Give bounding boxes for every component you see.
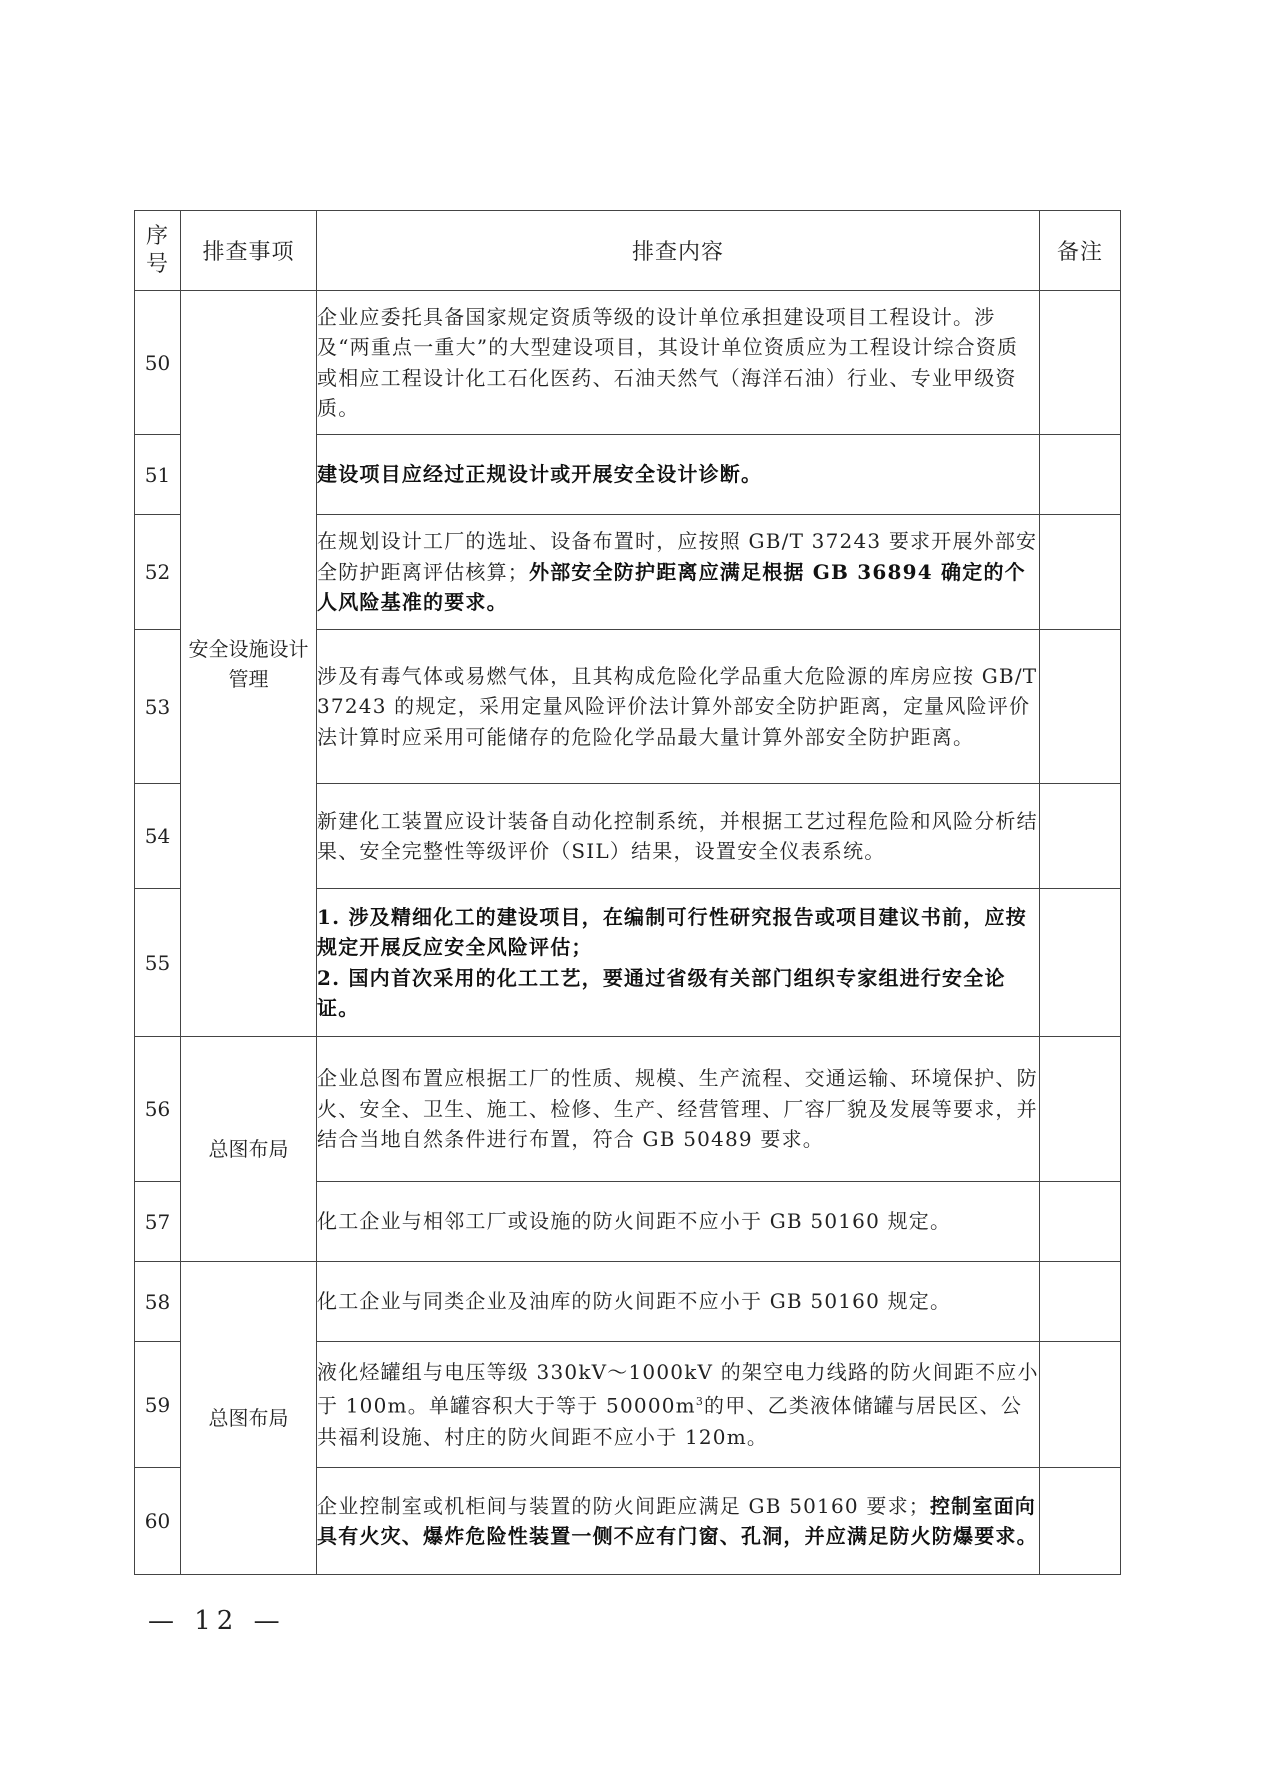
row-content (317, 1342, 1040, 1468)
category-label: 总图布局 (208, 1406, 289, 1430)
row-content-bold: 建设项目应经过正规设计或开展安全设计诊断。 (317, 462, 763, 487)
row-number: 58 (135, 1262, 181, 1342)
row-content (317, 1468, 1040, 1575)
row-content-part-a: 在规划设计工厂的选址、设备布置时，应按照 GB/T 37243 要求开展外部安全防护距离评估核算； (317, 529, 1038, 584)
row-content: 化工企业与相邻工厂或设施的防火间距不应小于 GB 50160 规定。 (317, 1182, 1040, 1262)
inspection-table (134, 210, 1121, 1575)
row-number: 50 (135, 291, 181, 435)
category-cell (181, 291, 317, 1037)
note-cell (1040, 630, 1121, 784)
note-cell (1040, 435, 1121, 515)
row-content: 企业应委托具备国家规定资质等级的设计单位承担建设项目工程设计。涉及“两重点一重大”的大型建设项目，其设计单位资质应为工程设计综合资质或相应工程设计化工石化医药、石油天然气（海洋石油）行业、专业甲级资质。 (317, 291, 1040, 435)
row-content-part-a: 企业控制室或机柜间与装置的防火间距应满足 GB 50160 要求； (317, 1493, 930, 1518)
header-note: 备注 (1040, 211, 1121, 291)
note-cell (1040, 1342, 1121, 1468)
row-content: 涉及有毒气体或易燃气体，且其构成危险化学品重大危险源的库房应按 GB/T 37243 的规定，采用定量风险评价法计算外部安全防护距离，定量风险评价法计算时应采用可能储存的危险化学品最大量计算外部安全防护距离。 (317, 630, 1040, 784)
category-cell (181, 1262, 317, 1575)
row-number: 59 (135, 1342, 181, 1468)
category-label: 总图布局 (208, 1137, 289, 1161)
note-cell (1040, 889, 1121, 1037)
note-cell (1040, 1037, 1121, 1182)
row-content (317, 435, 1040, 515)
row-content: 企业总图布置应根据工厂的性质、规模、生产流程、交通运输、环境保护、防火、安全、卫生、施工、检修、生产、经营管理、厂容厂貌及发展等要求，并结合当地自然条件进行布置，符合 GB 50489 要求。 (317, 1037, 1040, 1182)
note-cell (1040, 784, 1121, 889)
row-content (317, 889, 1040, 1037)
table-row (135, 291, 1121, 435)
row-content-part-b: 控制室面向具有火灾、爆炸危险性装置一侧不应有门窗、孔洞，并应满足防火防爆要求。 (317, 1493, 1038, 1548)
header-item: 排查事项 (181, 211, 317, 291)
row-content: 化工企业与同类企业及油库的防火间距不应小于 GB 50160 规定。 (317, 1262, 1040, 1342)
row-number: 51 (135, 435, 181, 515)
note-cell (1040, 291, 1121, 435)
row-number: 52 (135, 515, 181, 630)
note-cell (1040, 515, 1121, 630)
superscript: 3 (695, 1395, 705, 1409)
row-number: 60 (135, 1468, 181, 1575)
row-number: 55 (135, 889, 181, 1037)
header-seq-2: 号 (145, 251, 169, 277)
header-seq-1: 序 (145, 223, 169, 249)
table-header-row (135, 211, 1121, 291)
row-number: 56 (135, 1037, 181, 1182)
row-number: 53 (135, 630, 181, 784)
table-row (135, 1037, 1121, 1182)
row-content-part-b: 2. 国内首次采用的化工工艺，要通过省级有关部门组织专家组进行安全论证。 (317, 965, 1006, 1020)
header-seq (135, 211, 181, 291)
note-cell (1040, 1182, 1121, 1262)
category-label: 安全设施设计管理 (188, 636, 309, 691)
row-content-part-a: 1. 涉及精细化工的建设项目，在编制可行性研究报告或项目建议书前，应按规定开展反应安全风险评估； (317, 904, 1027, 959)
note-cell (1040, 1468, 1121, 1575)
row-number: 57 (135, 1182, 181, 1262)
row-content (317, 515, 1040, 630)
row-content-part-a: 液化烃罐组与电压等级 330kV～1000kV 的架空电力线路的防火间距不应小于 100m。单罐容积大于等于 50000m (317, 1359, 1039, 1419)
row-number: 54 (135, 784, 181, 889)
row-content-part-b: 外部安全防护距离应满足根据 GB 36894 确定的个人风险基准的要求。 (317, 559, 1026, 615)
header-content: 排查内容 (317, 211, 1040, 291)
row-content-part-b: 的甲、乙类液体储罐与居民区、公共福利设施、村庄的防火间距不应小于 120m。 (317, 1394, 1023, 1449)
row-content: 新建化工装置应设计装备自动化控制系统，并根据工艺过程危险和风险分析结果、安全完整性等级评价（SIL）结果，设置安全仪表系统。 (317, 784, 1040, 889)
table-row (135, 1262, 1121, 1342)
category-cell (181, 1037, 317, 1262)
page-number: — 12 — (148, 1606, 286, 1636)
note-cell (1040, 1262, 1121, 1342)
